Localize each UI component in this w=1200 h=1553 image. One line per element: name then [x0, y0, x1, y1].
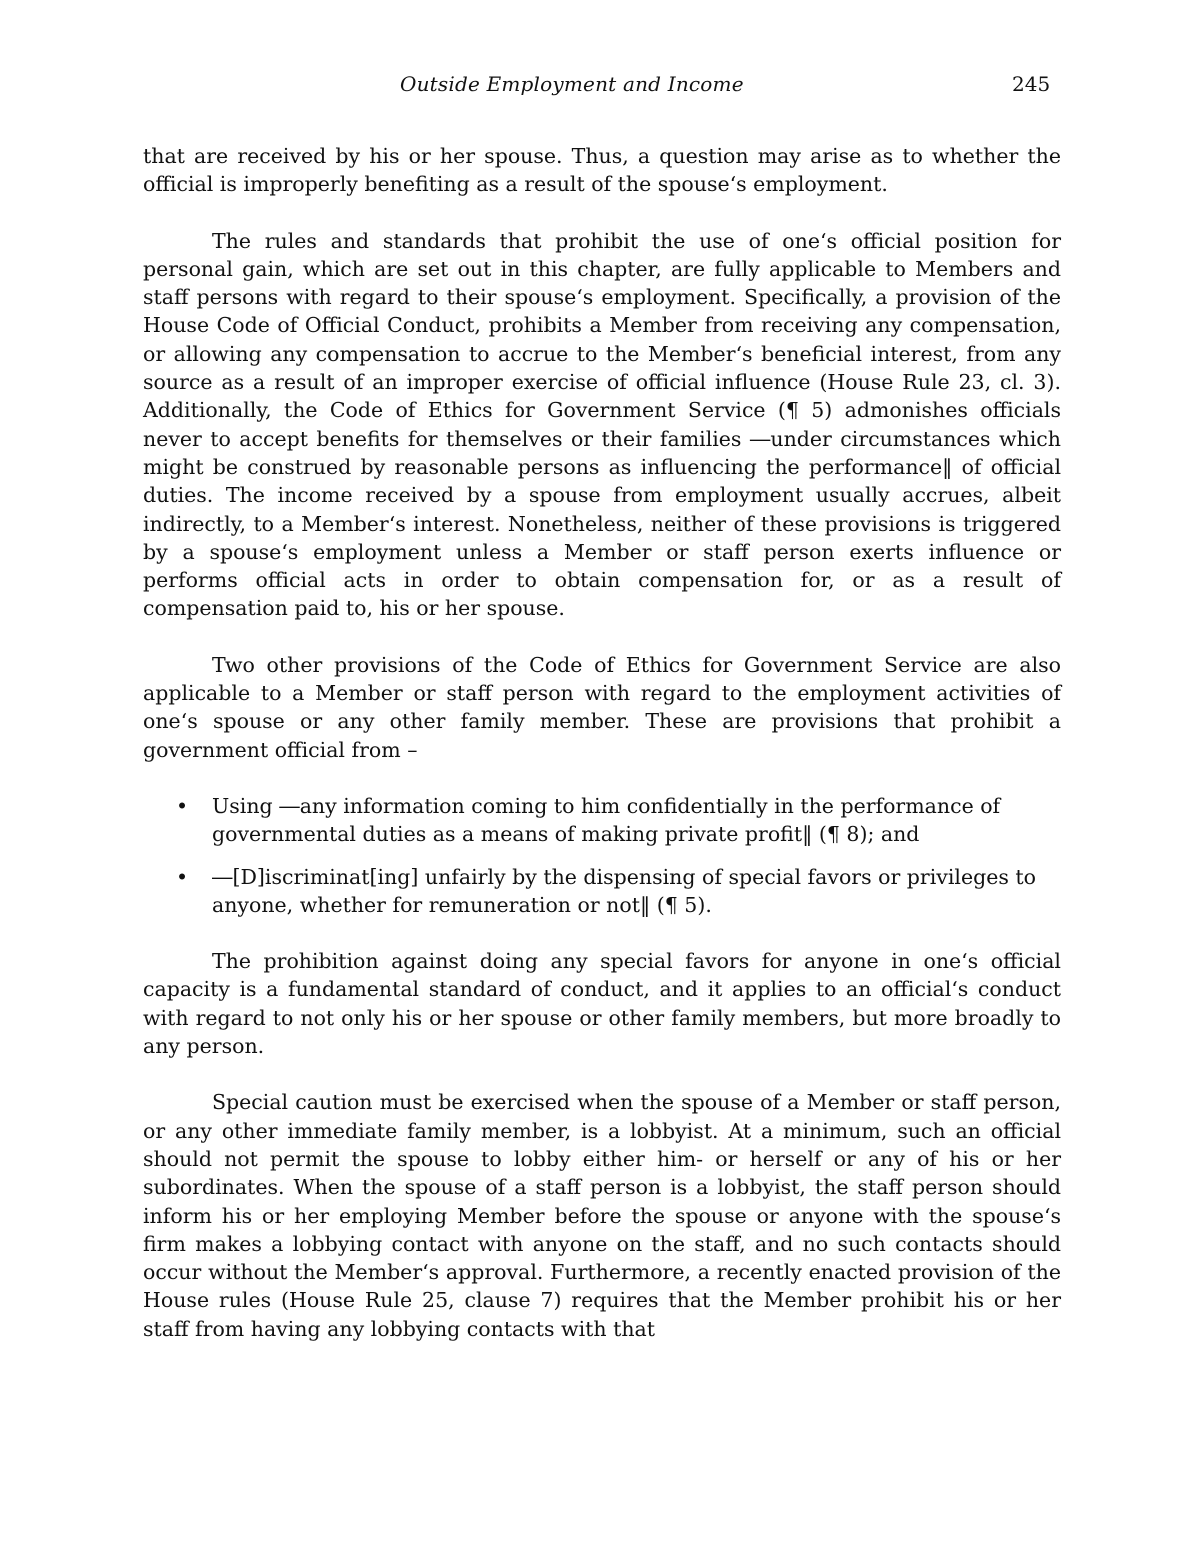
paragraph-special-favors: The prohibition against doing any special favors for anyone in one‘s official capacity is a fundamental standard of conduct, and it applies to an official‘s conduct with regard to not only his or her spouse or other family members, but more broadly to any person. — [143, 949, 1061, 1059]
list-item — [143, 792, 1061, 849]
bullet-list — [143, 792, 1061, 919]
body-text — [143, 142, 1061, 1371]
list-item — [143, 863, 1061, 920]
list-item-text: Using ―any information coming to him confidentially in the performance of governmental duties as a means of making private profit‖ (¶ 8); and — [212, 793, 1001, 847]
bullet-icon: • — [176, 793, 189, 818]
paragraph-two-other-provisions: Two other provisions of the Code of Ethics for Government Service are also applicable to a Member or staff person with regard to the employment activities of one‘s spouse or any other family member. These are provisions that prohibit a government official from – — [143, 652, 1061, 762]
paragraph-special-caution: Special caution must be exercised when the spouse of a Member or staff person, or any other immediate family member, is a lobbyist. At a minimum, such an official should not permit the spouse to lobby either him- or herself or any of his or her subordinates. When the spouse of a staff person is a lobbyist, the staff person should inform his or her employing Member before the spouse or anyone with the spouse‘s firm makes a lobbying contact with anyone on the staff, and no such contacts should occur without the Member‘s approval. Furthermore, a recently enacted provision of the House rules (House Rule 25, clause 7) requires that the Member prohibit his or her staff from having any lobbying contacts with that — [143, 1090, 1061, 1341]
running-header-title: Outside Employment and Income — [400, 72, 744, 96]
bullet-icon: • — [176, 864, 189, 889]
paragraph-rules-and-standards: The rules and standards that prohibit the use of one‘s official position for personal gain, which are set out in this chapter, are fully applicable to Members and staff persons with regard to their spouse‘s employment. Specifically, a provision of the House Code of Official Conduct, prohibits a Member from receiving any compensation, or allowing any compensation to accrue to the Member‘s beneficial interest, from any source as a result of an improper exercise of official influence (House Rule 23, cl. 3). Additionally, the Code of Ethics for Government Service (¶ 5) admonishes officials never to accept benefits for themselves or their families ―under circumstances which might be construed by reasonable persons as influencing the performance‖ of official duties. The income received by a spouse from employment usually accrues, albeit indirectly, to a Member‘s interest. Nonetheless, neither of these provisions is triggered by a spouse‘s employment unless a Member or staff person exerts influence or performs official acts in order to obtain compensation for, or as a result of compensation paid to, his or her spouse. — [143, 228, 1061, 621]
list-item-text: ―[D]iscriminat[ing] unfairly by the dispensing of special favors or privileges to anyone, whether for remuneration or not‖ (¶ 5). — [212, 864, 1036, 917]
paragraph-continuation: that are received by his or her spouse. Thus, a question may arise as to whether the official is improperly benefiting as a result of the spouse‘s employment. — [143, 144, 1061, 197]
page-number: 245 — [1012, 72, 1051, 96]
